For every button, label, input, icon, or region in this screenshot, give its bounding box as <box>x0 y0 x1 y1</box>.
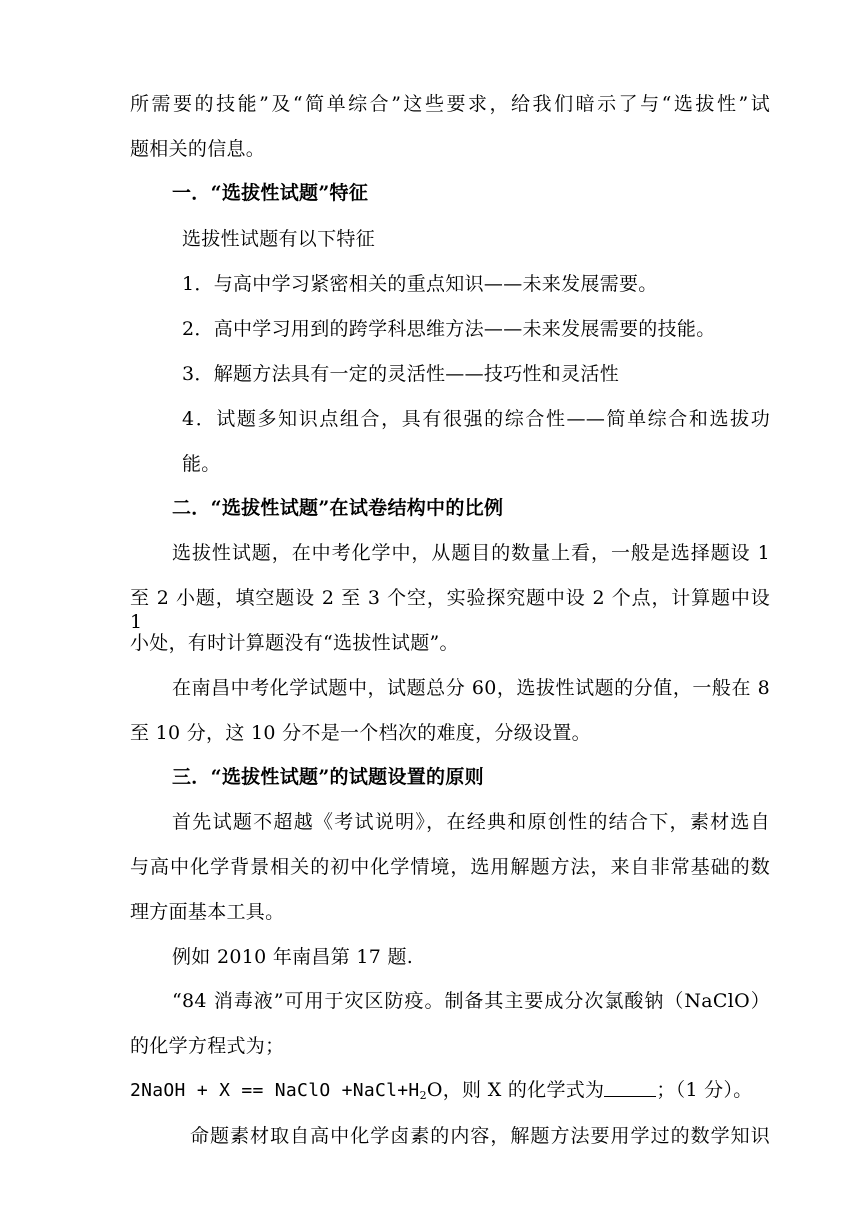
section1-lead: 选拔性试题有以下特征 <box>182 228 376 250</box>
section1-item-3: 3．解题方法具有一定的灵活性——技巧性和灵活性 <box>182 363 619 385</box>
equation-score: ；（1 分）。 <box>656 1079 753 1101</box>
equation-question: O，则 X 的化学式为 <box>426 1079 605 1101</box>
equation-line <box>130 1078 753 1108</box>
section3-para1-line3: 理方面基本工具。 <box>130 901 285 923</box>
section2-para1-line3: 小处，有时计算题没有“选拔性试题”。 <box>130 632 459 654</box>
answer-blank <box>604 1080 656 1097</box>
section2-para2-line2: 至 10 分，这 10 分不是一个档次的难度，分级设置。 <box>130 722 591 744</box>
section1-item-2: 2．高中学习用到的跨学科思维方法——未来发展需要的技能。 <box>182 318 716 340</box>
section3-para1-line1: 首先试题不超越《考试说明》，在经典和原创性的结合下，素材选自 <box>172 811 770 833</box>
intro-line-2: 题相关的信息。 <box>130 138 266 160</box>
section1-item-4: 4．试题多知识点组合，具有很强的综合性——简单综合和选拔功 <box>182 408 770 430</box>
section2-heading: 二．“选拔性试题”在试卷结构中的比例 <box>172 497 504 519</box>
equation-subscript: 2 <box>419 1089 427 1102</box>
question-line-2: 的化学方程式为； <box>130 1035 285 1057</box>
section3-para1-line2: 与高中化学背景相关的初中化学情境，选用解题方法，来自非常基础的数 <box>130 856 770 878</box>
example-intro: 例如 2010 年南昌第 17 题. <box>172 946 414 968</box>
question-line-1: “84 消毒液”可用于灾区防疫。制备其主要成分次氯酸钠（NaClO） <box>172 990 770 1012</box>
equation-formula: 2NaOH + X == NaClO +NaCl+H <box>130 1080 420 1101</box>
section1-item-1: 1．与高中学习紧密相关的重点知识——未来发展需要。 <box>182 273 658 295</box>
section2-para1-line1: 选拔性试题，在中考化学中，从题目的数量上看，一般是选择题设 1 <box>172 542 770 564</box>
intro-line-1: 所需要的技能”及“简单综合”这些要求，给我们暗示了与“选拔性”试 <box>130 93 770 115</box>
section1-item-4-cont: 能。 <box>182 453 221 475</box>
section1-heading: 一．“选拔性试题”特征 <box>172 182 369 204</box>
last-line: 命题素材取自高中化学卤素的内容，解题方法要用学过的数学知识 <box>190 1125 770 1147</box>
section2-para2-line1: 在南昌中考化学试题中，试题总分 60，选拔性试题的分值，一般在 8 <box>172 677 770 699</box>
section3-heading: 三．“选拔性试题”的试题设置的原则 <box>172 766 484 788</box>
section2-para1-line2: 至 2 小题，填空题设 2 至 3 个空，实验探究题中设 2 个点，计算题中设 1 <box>130 587 770 633</box>
